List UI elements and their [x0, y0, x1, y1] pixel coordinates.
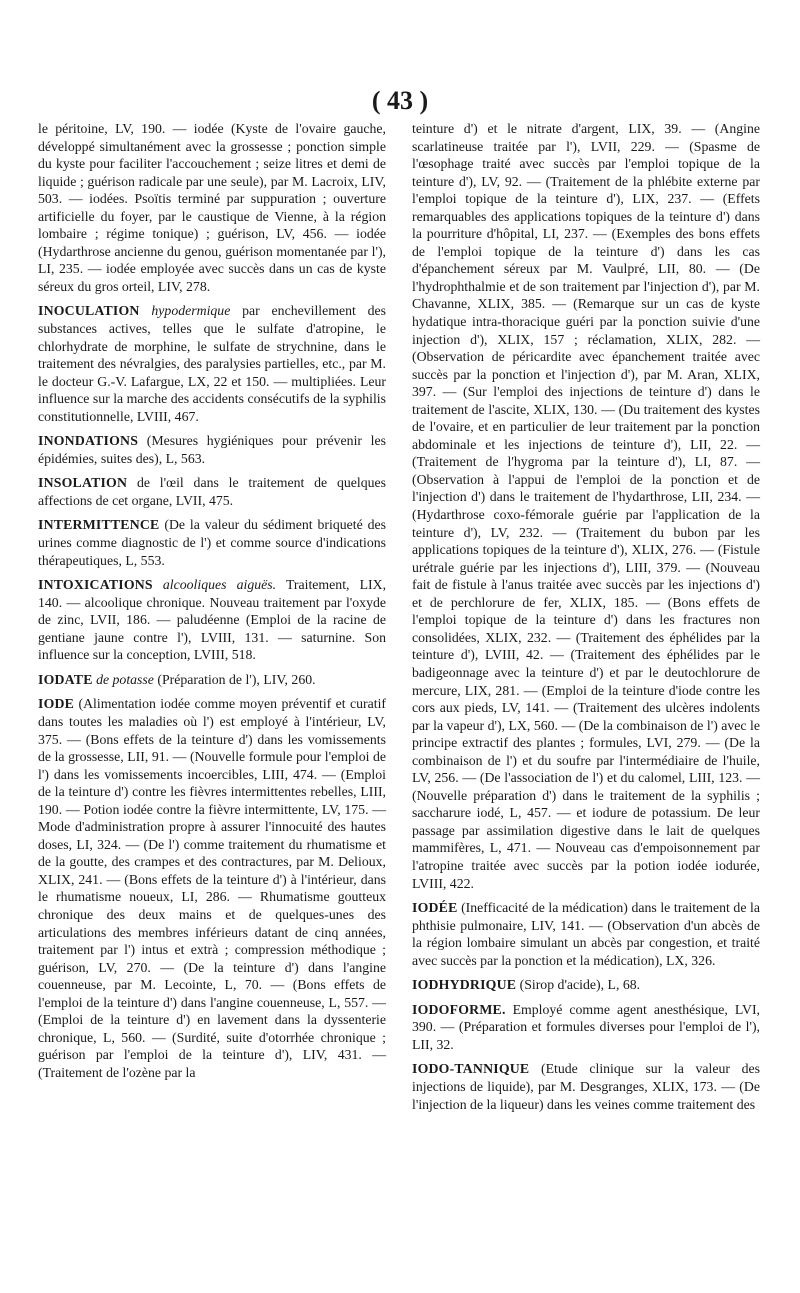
entry-subtitle: hypodermique	[151, 303, 231, 319]
entry-text: par enchevillement des substances actives, telles que le sulfate d'atropine, le chlorhydrate de morphine, le sulfate de strychnine, dans le traitement des névralgies, des paralysies partielles, etc., par M. le docteur G.-V. Lafargue, LX, 22 et 150. — multipliées. Leur influence sur la marche des accidents consécutifs de la syphilis constitutionnelle, LVIII, 467.	[38, 303, 387, 424]
entry-text: Traitement, LIX, 140. — alcoolique chronique. Nouveau traitement par l'oxyde de zinc, LVII, 186. — paludéenne (Emploi de la racine de gentiane jaune contre l'), LVIII, 131. — saturnine. Son influence sur la conception, LVIII, 518.	[38, 577, 387, 663]
index-entry	[38, 120, 386, 295]
entry-text: (Sirop d'acide), L, 68.	[519, 977, 641, 993]
index-entry	[38, 516, 386, 569]
index-entry	[412, 120, 760, 892]
entry-headword: IODO-TANNIQUE	[412, 1061, 530, 1077]
index-entry	[412, 899, 760, 969]
entry-headword: INTOXICATIONS	[38, 577, 153, 593]
index-entry	[38, 474, 386, 509]
index-entry	[38, 432, 386, 467]
entry-subtitle: alcooliques aiguës.	[162, 577, 277, 593]
entry-text: Employé comme agent anesthésique, LVI, 390. — (Préparation et formules diverses pour l'emploi de l'), LII, 32.	[412, 1001, 760, 1052]
entry-text: (Etude clinique sur la valeur des injections de liquide), par M. Desgranges, XLIX, 173. — (De l'injection de la liqueur) dans les veines comme traitement des	[412, 1061, 761, 1112]
right-column	[412, 120, 760, 1120]
entry-text: de l'œil dans le traitement de quelques affections de cet organe, LVII, 475.	[38, 475, 386, 508]
entry-headword: INONDATIONS	[38, 433, 139, 449]
entry-text: teinture d') et le nitrate d'argent, LIX, 39. — (Angine scarlatineuse traitée par l'), LVII, 229. — (Spasme de l'œsophage traité avec succès par l'emploi topique de la teinture d'), LV, 92. — (Traitement de la phlébite externe par l'emploi topique de la teinture d'), LIX, 237. — (Effets remarquables des applications topiques de la teinture d') dans la pourriture d'hôpital, LI, 237. — (Exemples des bons effets de l'emploi topique de la teinture d') dans les cas d'épanchement séreux par M. Vaulpré, LII, 80. — (De l'hydrophthalmie et de son traitement par l'injection d'), par M. Chavanne, XLIX, 385. — (Remarque sur un cas de kyste hydatique intra-thoracique guéri par la ponction suivie d'une injection d'), XLIX, 157 ; réclamation, XLIX, 282. — (Observation de péricardite avec épanchement traitée avec succès par la ponction et l'injection d'), par M. Aran, XLIX, 397. — (Sur l'emploi des injections de teinture d') dans le traitement de l'ascite, XLIX, 130. — (Du traitement des kystes de l'ovaire, et en particulier de leur traitement par la ponction abdominale et les injections de teinture d'), LII, 22. — (Traitement de l'hygroma par la teinture d'), LI, 87. — (Observation à l'appui de l'emploi de la ponction et de l'injection d') dans le traitement de l'hydarthrose, LII, 234. — (Hydarthrose coxo-fémorale guérie par l'application de la teinture d'), LV, 232. — (Traitement du bubon par les applications topiques de la teinture d'), XLIX, 276. — (Fistule urétrale guérie par les injections d'), LIII, 379. — (Nouveau fait de fistule à l'anus traitée avec succès par les injections d') et de perchlorure de fer, XLIX, 185. — (Bons effets de l'emploi topique de la teinture d') dans les fractures non consolidées, XLIX, 232. — (Traitement des éphélides par la teinture d'), LVIII, 42. — (Traitement des éphélides par le badigeonnage avec la teinture d') et par le deutochlorure de mercure, LIX, 281. — (Emploi de la teinture d'iode contre les cors aux pieds, LV, 141. — (Traitement des ulcères indolents par la vapeur d'), LX, 560. — (De la combinaison de l') avec le principe extractif des plantes ; formules, LVI, 279. — (De la combinaison de l') et du soufre par l'intermédiaire de l'huile, LV, 256. — (De l'association de l') et du calomel, LIII, 123. — (Nouvelle préparation d') dans le traitement de la syphilis ; saccharure iodé, L, 457. — et iodure de potassium. De leur passage par assimilation digestive dans le lait de quelques mammifères, L, 471. — Nouveau cas d'empoisonnement par l'atropine traitée avec succès par la potion iodée iodurée, LVIII, 422.	[412, 121, 760, 891]
entry-text: (Mesures hygiéniques pour prévenir les épidémies, suites des), L, 563.	[38, 433, 386, 466]
index-entry	[38, 576, 386, 664]
index-entry	[38, 671, 386, 689]
left-column	[38, 120, 386, 1088]
entry-text: (Préparation de l'), LIV, 260.	[157, 671, 316, 687]
index-entry	[412, 1060, 760, 1113]
entry-headword: IODATE	[38, 671, 93, 687]
entry-headword: IODÉE	[412, 900, 458, 916]
entry-text: le péritoine, LV, 190. — iodée (Kyste de l'ovaire gauche, développé simultanément avec la grossesse ; ponction simple du kyste pour faciliter l'accouchement ; seize litres et demi de liquide ; guérison radicale par une seule), par M. Lacroix, LIV, 503. — iodées. Psoïtis terminé par suppuration ; ouverture artificielle du foyer, par le caustique de Vienne, à la région lombaire ; régime tonique) ; guérison, LV, 456. — iodée (Hydarthrose ancienne du genou, guérison momentanée par l'), LI, 235. — iodée employée avec succès dans un cas de kyste séreux du gros orteil, LIV, 278.	[38, 121, 386, 294]
entry-text: (Inefficacité de la médication) dans le traitement de la phthisie pulmonaire, LIV, 141. — (Observation d'un abcès de la région lombaire simulant un abcès par congestion, et traité avec succès par la ponction et la médication), LX, 326.	[412, 900, 760, 968]
entry-headword: INSOLATION	[38, 475, 128, 491]
entry-headword: INOCULATION	[38, 303, 140, 319]
entry-text: (Alimentation iodée comme moyen préventif et curatif dans toutes les maladies où l') est employé à l'intérieur, LV, 375. — (Bons effets de la teinture d') dans les vomissements de la grossesse, LII, 91. — (Nouvelle formule pour l'emploi de l') dans les vomissements incoercibles, LIII, 474. — (Emploi de la teinture d') contre les fièvres intermittentes rebelles, LIII, 190. — Potion iodée contre la fièvre intermittente, LV, 175. — Mode d'administration propre à assurer l'innocuité des hautes doses, LI, 324. — (De l') comme traitement du rhumatisme et de la goutte, des crampes et des contractures, par M. Delioux, XLIX, 241. — (Bons effets de la teinture d') à l'intérieur, dans le rhumatisme noueux, LI, 286. — Rhumatisme goutteux chronique des deux mains et de quelques-unes des articulations des membres inférieurs datant de cinq années, traitement par l') intus et extrà ; compression méthodique ; guérison, LV, 270. — (De la teinture d') dans l'angine couenneuse, par M. Lecointe, L, 70. — (Bons effets de l'emploi de la teinture d') dans l'angine couenneuse, L, 557. — (Emploi de la teinture d') en lavement dans la dyssenterie chronique, L, 560. — (Surdité, suite d'otorrhée chronique ; guérison par l'emploi de la teinture d'), LIV, 431. — (Traitement de l'ozène par la	[38, 696, 386, 1080]
index-entry	[412, 976, 760, 994]
index-entry	[38, 302, 386, 425]
entry-headword: IODOFORME.	[412, 1001, 506, 1017]
entry-subtitle: de potasse	[96, 671, 154, 687]
entry-headword: INTERMITTENCE	[38, 517, 160, 533]
entry-text: (De la valeur du sédiment briqueté des urines comme diagnostic de l') et comme source d'indications thérapeutiques, L, 553.	[38, 517, 387, 568]
entry-headword: IODHYDRIQUE	[412, 977, 517, 993]
entry-headword: IODE	[38, 696, 75, 712]
index-entry	[38, 695, 386, 1081]
page-number: ( 43 )	[371, 86, 429, 115]
index-entry	[412, 1001, 760, 1054]
